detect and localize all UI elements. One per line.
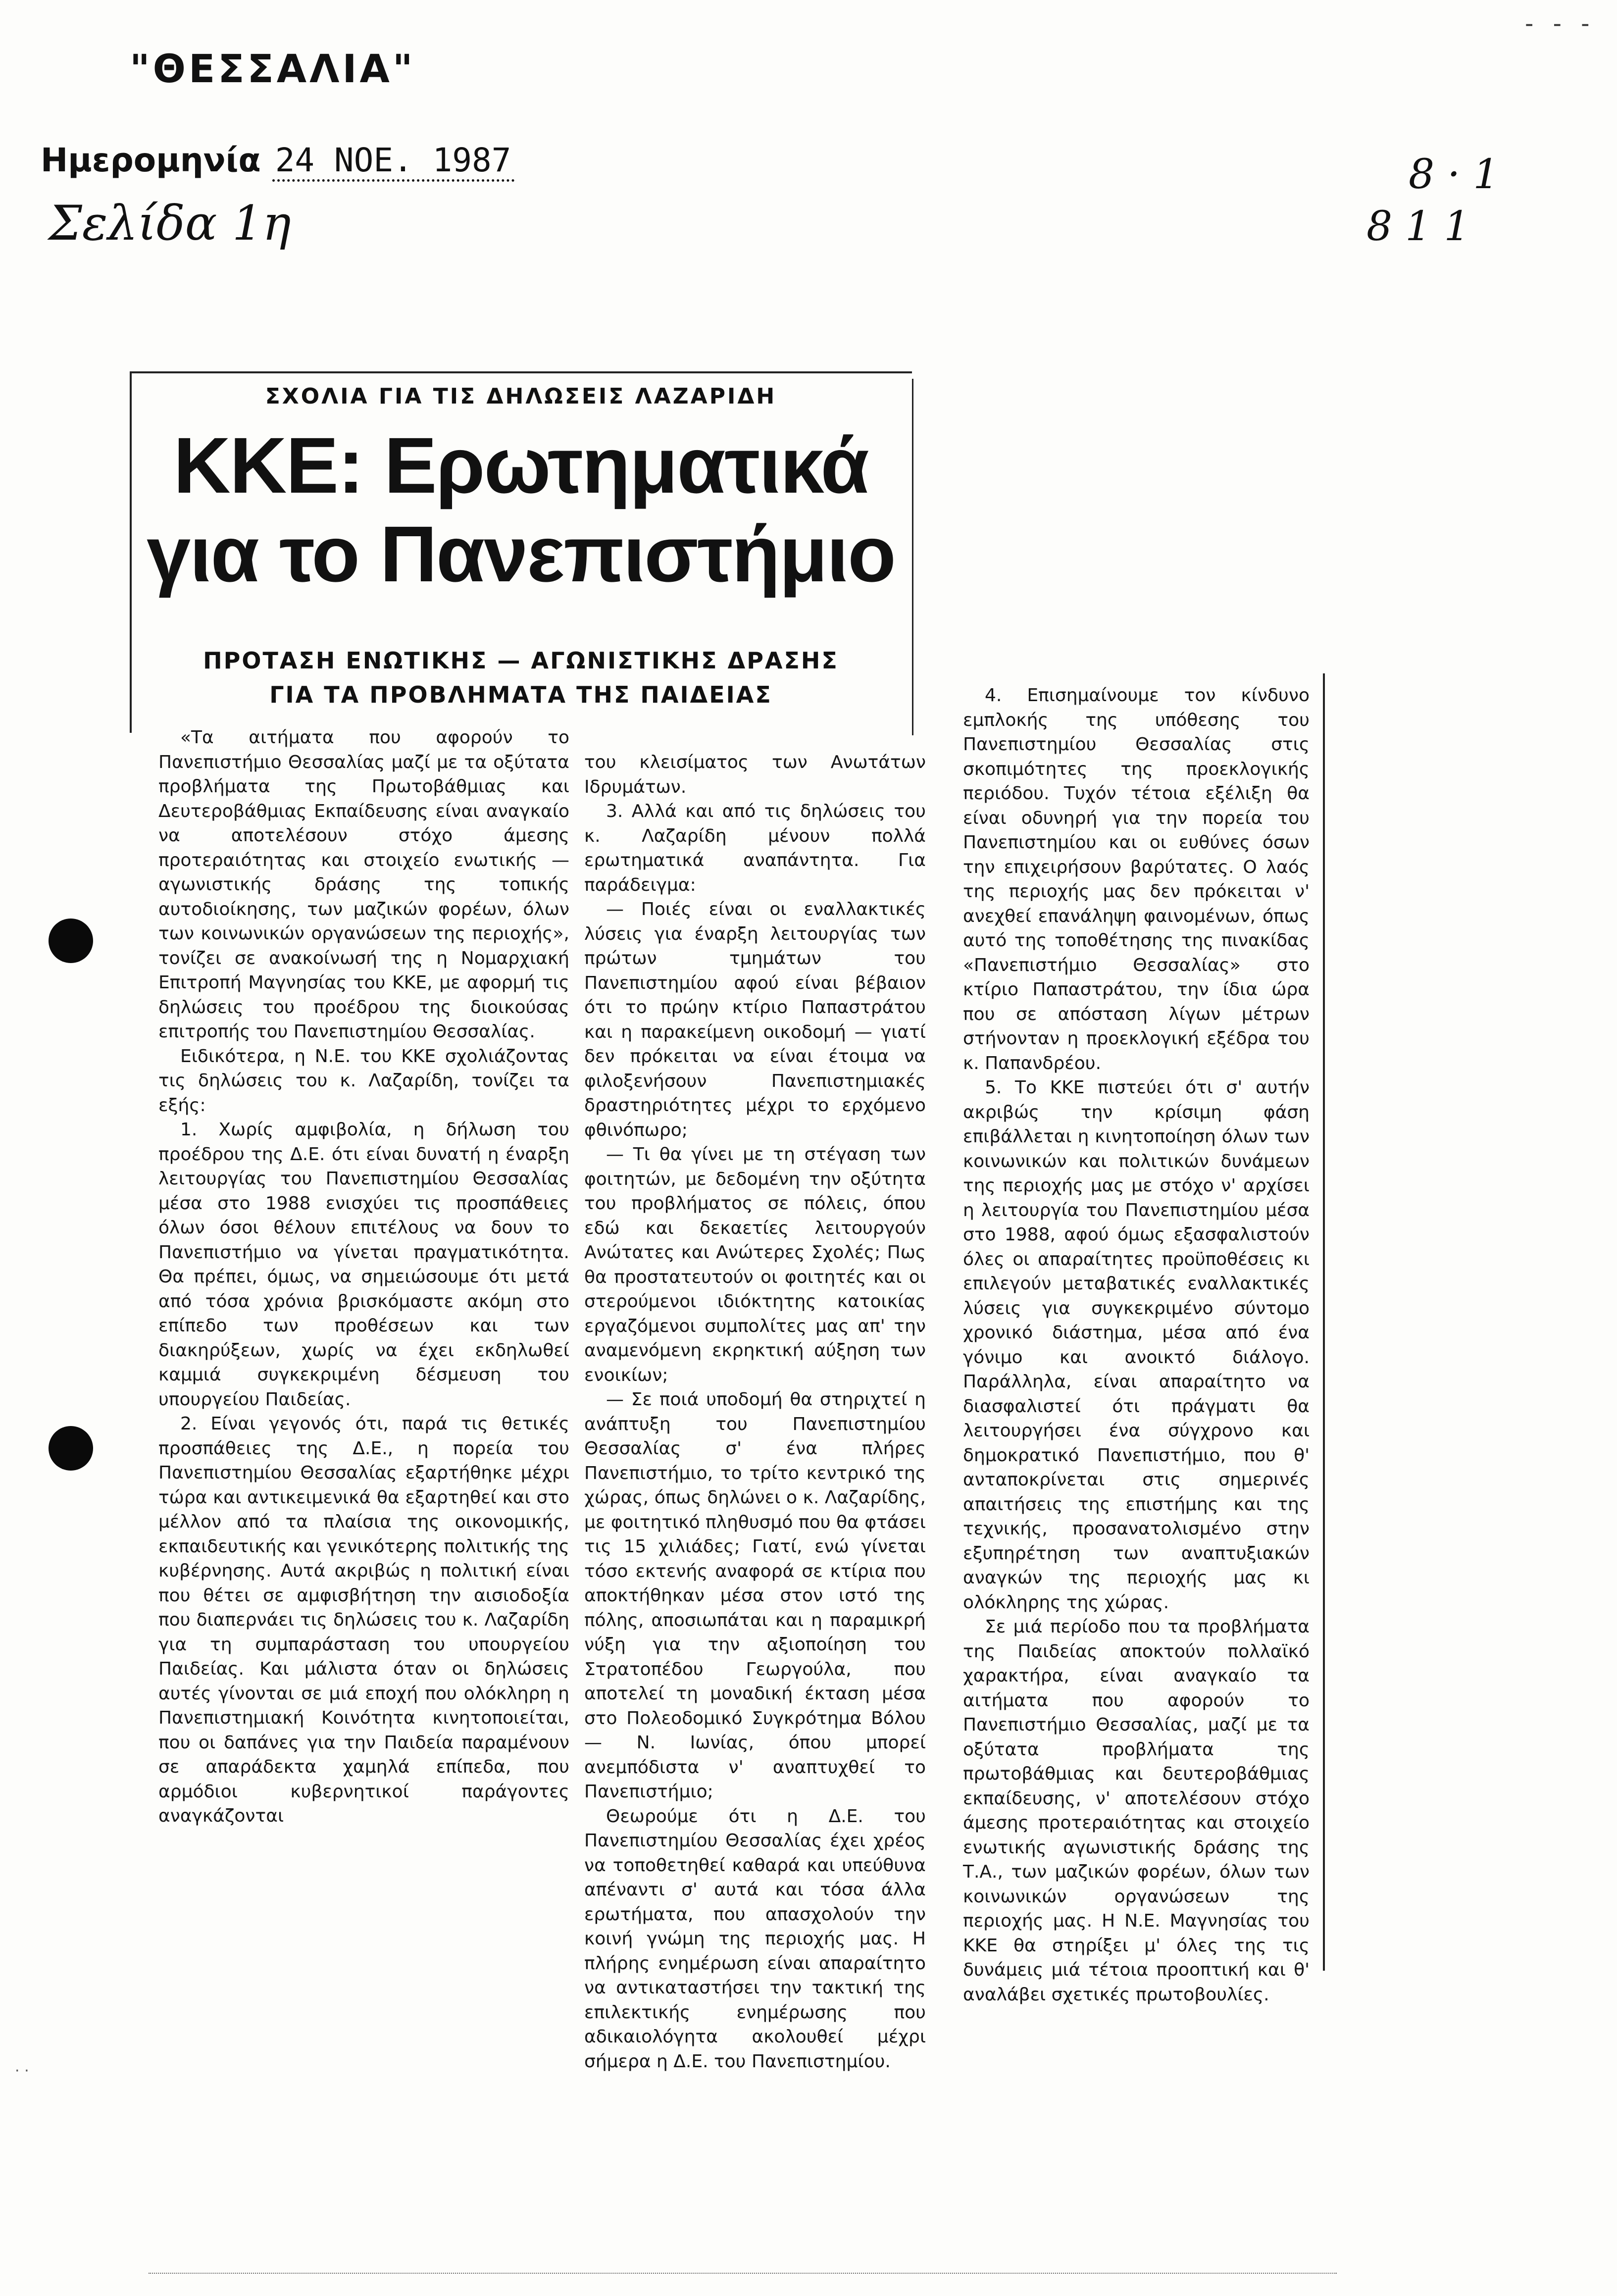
paragraph: «Τα αιτήματα που αφορούν το Πανεπιστήμιο Θεσσαλίας μαζί με τα οξύτατα προβλήματα της Πρωτοβάθμιας και Δευτεροβάθμιας Εκπαίδευσης είναι αναγκαίο να αποτελέσουν στόχο άμεσης προτεραιότητας και στοιχείο ενωτικής — αγωνιστικής δράσης της τοπικής αυτοδιοίκησης, των μαζικών φορέων, όλων των κοινωνικών οργανώσεων της περιοχής», τονίζει σε ανακοίνωσή της η Νομαρχιακή Επιτροπή Μαγνησίας του ΚΚΕ, με αφορμή τις δηλώσεις του προέδρου της διοικούσας επιτροπής του Πανεπιστημίου Θεσσαλίας.	[158, 727, 569, 1042]
paragraph: — Ποιές είναι οι εναλλακτικές λύσεις για έναρξη λειτουργίας των πρώτων τμημάτων του Πανεπιστημίου αφού είναι βέβαιον ότι το πρώην κτίριο Παπαστράτου και η παρακείμενη οικοδομή — γιατί δεν πρόκειται να είναι έτοιμα να φιλοξενήσουν Πανεπιστημιακές δραστηριότητες μέχρι το ερχόμενο φθινόπωρο;	[584, 899, 926, 1140]
column-rule	[1323, 673, 1325, 1971]
paragraph: Σε μιά περίοδο που τα προβλήματα της Παιδείας αποκτούν πολλαϊκό χαρακτήρα, είναι αναγκαίο τα αιτήματα που αφορούν το Πανεπιστήμιο Θεσσαλίας, μαζί με τα οξύτατα προβλήματα της πρωτοβάθμιας και δευτεροβάθμιας εκπαίδευσης, ν' αποτελέσουν στόχο άμεσης προτεραιότητας και στοιχείο ενωτικής αγωνιστικής δράσης της Τ.Α., των μαζικών φορέων, όλων των κοινωνικών οργανώσεων της περιοχής μας. Η Ν.Ε. Μαγνησίας του ΚΚΕ θα στηρίξει μ' όλες της τις δυνάμεις μιά τέτοια προοπτική και θ' αναλάβει σχετικές πρωτοβουλίες.	[963, 1617, 1310, 2005]
margin-note-2: 8 1 1	[1366, 203, 1470, 250]
paragraph: 1. Χωρίς αμφιβολία, η δήλωση του προέδρου της Δ.Ε. ότι είναι δυνατή η έναρξη λειτουργίας του Πανεπιστημίου Θεσσαλίας μέσα στο 1988 ενισχύει τις προσπάθειες όλων όσοι θέλουν επιτέλους να δουν το Πανεπιστήμιο να γίνεται πραγματικότητα. Θα πρέπει, όμως, να σημειώσουμε ότι μετά από τόσα χρόνια βρισκόμαστε ακόμη στο επίπεδο των προθέσεων και των διακηρύξεων, χωρίς να έχει εκδηλωθεί καμμιά συγκεκριμένη δέσμευση του υπουργείου Παιδείας.	[158, 1120, 569, 1410]
date-value: 24 NOE. 1987	[272, 141, 514, 182]
subhead-line: ΓΙΑ ΤΑ ΠΡΟΒΛΗΜΑΤΑ ΤΗΣ ΠΑΙΔΕΙΑΣ	[269, 681, 772, 708]
page-number: Σελίδα 1η	[49, 196, 291, 251]
newspaper-name: "ΘΕΣΣΑΛΙΑ"	[130, 47, 416, 92]
article-column-1	[158, 725, 569, 1829]
punch-hole	[49, 1426, 93, 1471]
paragraph: Ειδικότερα, η Ν.Ε. του ΚΚΕ σχολιάζοντας τις δηλώσεις του κ. Λαζαρίδη, τονίζει τα εξής:	[158, 1046, 569, 1116]
paragraph: — Σε ποιά υποδομή θα στηριχτεί η ανάπτυξη του Πανεπιστημίου Θεσσαλίας σ' ένα πλήρες Πανεπιστήμιο, το τρίτο κεντρικό της χώρας, όπως δηλώνει ο κ. Λαζαρίδης, με φοιτητικό πληθυσμό που θα φτάσει τις 15 χιλιάδες; Γιατί, ενώ γίνεται τόσο εκτενής αναφορά σε κτίρια που αποκτήθηκαν μέσα στον ιστό της πόλης, αποσιωπάται και η παραμικρή νύξη για την αξιοποίηση του Στρατοπέδου Γεωργούλα, που αποτελεί τη μοναδική έκταση μέσα στο Πολεοδομικό Συγκρότημα Βόλου — Ν. Ιωνίας, όπου μπορεί ανεμπόδιστα ν' αναπτυχθεί το Πανεπιστήμιο;	[584, 1389, 926, 1802]
paragraph: του κλεισίματος των Ανωτάτων Ιδρυμάτων.	[584, 752, 926, 797]
punch-hole	[49, 918, 93, 963]
article-kicker: ΣΧΟΛΙΑ ΓΙΑ ΤΙΣ ΔΗΛΩΣΕΙΣ ΛΑΖΑΡΙΔΗ	[265, 384, 777, 409]
subhead-line: ΠΡΟΤΑΣΗ ΕΝΩΤΙΚΗΣ — ΑΓΩΝΙΣΤΙΚΗΣ ΔΡΑΣΗΣ	[203, 647, 839, 674]
paragraph: 3. Αλλά και από τις δηλώσεις του κ. Λαζαρίδη μένουν πολλά ερωτηματικά αναπάντητα. Για παράδειγμα:	[584, 801, 926, 895]
article-subhead	[130, 644, 912, 712]
article-column-3	[963, 683, 1310, 2007]
paragraph: 5. Το ΚΚΕ πιστεύει ότι σ' αυτήν ακριβώς την κρίσιμη φάση επιβάλλεται η κινητοποίηση όλων των κοινωνικών και πολιτικών δυνάμεων της περιοχής μας με στόχο ν' αρχίσει η λειτουργία του Πανεπιστημίου μέσα στο 1988, αφού όμως εξασφαλιστούν όλες οι απαραίτητες προϋποθέσεις κι επιλεγούν μεταβατικές εναλλακτικές λύσεις για συγκεκριμένο σύντομο χρονικό διάστημα, μέσα από ένα γόνιμο και ανοικτό διάλογο. Παράλληλα, είναι απαραίτητο να διασφαλιστεί ότι πράγματι θα λειτουργήσει ένα σύγχρονο και δημοκρατικό Πανεπιστήμιο, που θ' ανταποκρίνεται στις σημερινές απαιτήσεις της επιστήμης και της τεχνικής, προσανατολισμένο στην εξυπηρέτηση των αναπτυξιακών αναγκών της περιοχής μας κι ολόκληρης της χώρας.	[963, 1077, 1310, 1613]
clipping-border	[912, 379, 913, 735]
paragraph: — Τι θα γίνει με τη στέγαση των φοιτητών, με δεδομένη την οξύτητα του προβλήματος σε πόλεις, όπου εδώ και δεκαετίες λειτουργούν Ανώτατες και Ανώτερες Σχολές; Πως θα προστατευτούν οι φοιτητές και οι στερούμενοι ιδιόκτητης κατοικίας εργαζόμενοι συμπολίτες μας απ' την αναμενόμενη εκρηκτική αύξηση των ενοικίων;	[584, 1144, 926, 1385]
headline-line: για το Πανεπιστήμιο	[147, 510, 895, 599]
article-column-2	[584, 750, 926, 2074]
date-line	[41, 141, 514, 179]
page-bottom-edge	[149, 2273, 1337, 2274]
paragraph: 2. Είναι γεγονός ότι, παρά τις θετικές προσπάθειες της Δ.Ε., η πορεία του Πανεπιστημίου Θεσσαλίας εξαρτήθηκε μέχρι τώρα και αντικειμενικά θα εξαρτηθεί και στο μέλλον από τα πλαίσια της οικονομικής, εκπαιδευτικής και γενικότερης πολιτικής της κυβέρνησης. Αυτά ακριβώς η πολιτική είναι που θέτει σε αμφισβήτηση την αισιοδοξία που διαπερνάει τις δηλώσεις του κ. Λαζαρίδη για τη συμπαράσταση του υπουργείου Παιδείας. Και μάλιστα όταν οι δηλώσεις αυτές γίνονται σε μιά εποχή που ολόκληρη η Πανεπιστημιακή Κοινότητα κινητοποιείται, που οι δαπάνες για την Παιδεία παραμένουν σε απαράδεκτα χαμηλά επίπεδα, που αρμόδιοι κυβερνητικοί παράγοντες αναγκάζονται	[158, 1414, 569, 1826]
paragraph: Θεωρούμε ότι η Δ.Ε. του Πανεπιστημίου Θεσσαλίας έχει χρέος να τοποθετηθεί καθαρά και υπεύθυνα απέναντι σ' αυτά και τόσα άλλα ερωτήματα, που απασχολούν την κοινή γνώμη της περιοχής μας. Η πλήρης ενημέρωση είναι απαραίτητο να αντικαταστήσει την τακτική της επιλεκτικής ενημέρωσης που αδικαιολόγητα ακολουθεί μέχρι σήμερα η Δ.Ε. του Πανεπιστημίου.	[584, 1806, 926, 2072]
date-label: Ημερομηνία	[41, 141, 261, 179]
article-headline	[130, 421, 912, 598]
headline-line: ΚΚΕ: Ερωτηματικά	[173, 421, 868, 510]
clipping-border	[130, 371, 912, 373]
margin-note-1: 8 · 1	[1409, 151, 1499, 198]
paragraph: 4. Επισημαίνουμε τον κίνδυνο εμπλοκής της υπόθεσης του Πανεπιστημίου Θεσσαλίας στις σκοπιμότητες της προεκλογικής περιόδου. Τυχόν τέτοια εξέλιξη θα είναι οδυνηρή για την πορεία του Πανεπιστημίου και οι ευθύνες όσων την επιχειρήσουν βαρύτατες. Ο λαός της περιοχής μας δεν πρόκειται ν' ανεχθεί επανάληψη φαινομένων, όπως αυτό της τοποθέτησης της πινακίδας «Πανεπιστήμιο Θεσσαλίας» στο κτίριο Παπαστράτου, την ίδια ώρα που σε απόσταση λίγων μέτρων στήνονταν η προεκλογική εξέδρα του κ. Παπανδρέου.	[963, 685, 1310, 1073]
margin-dot: · ·	[15, 2062, 29, 2080]
corner-mark: - - -	[1525, 10, 1596, 38]
